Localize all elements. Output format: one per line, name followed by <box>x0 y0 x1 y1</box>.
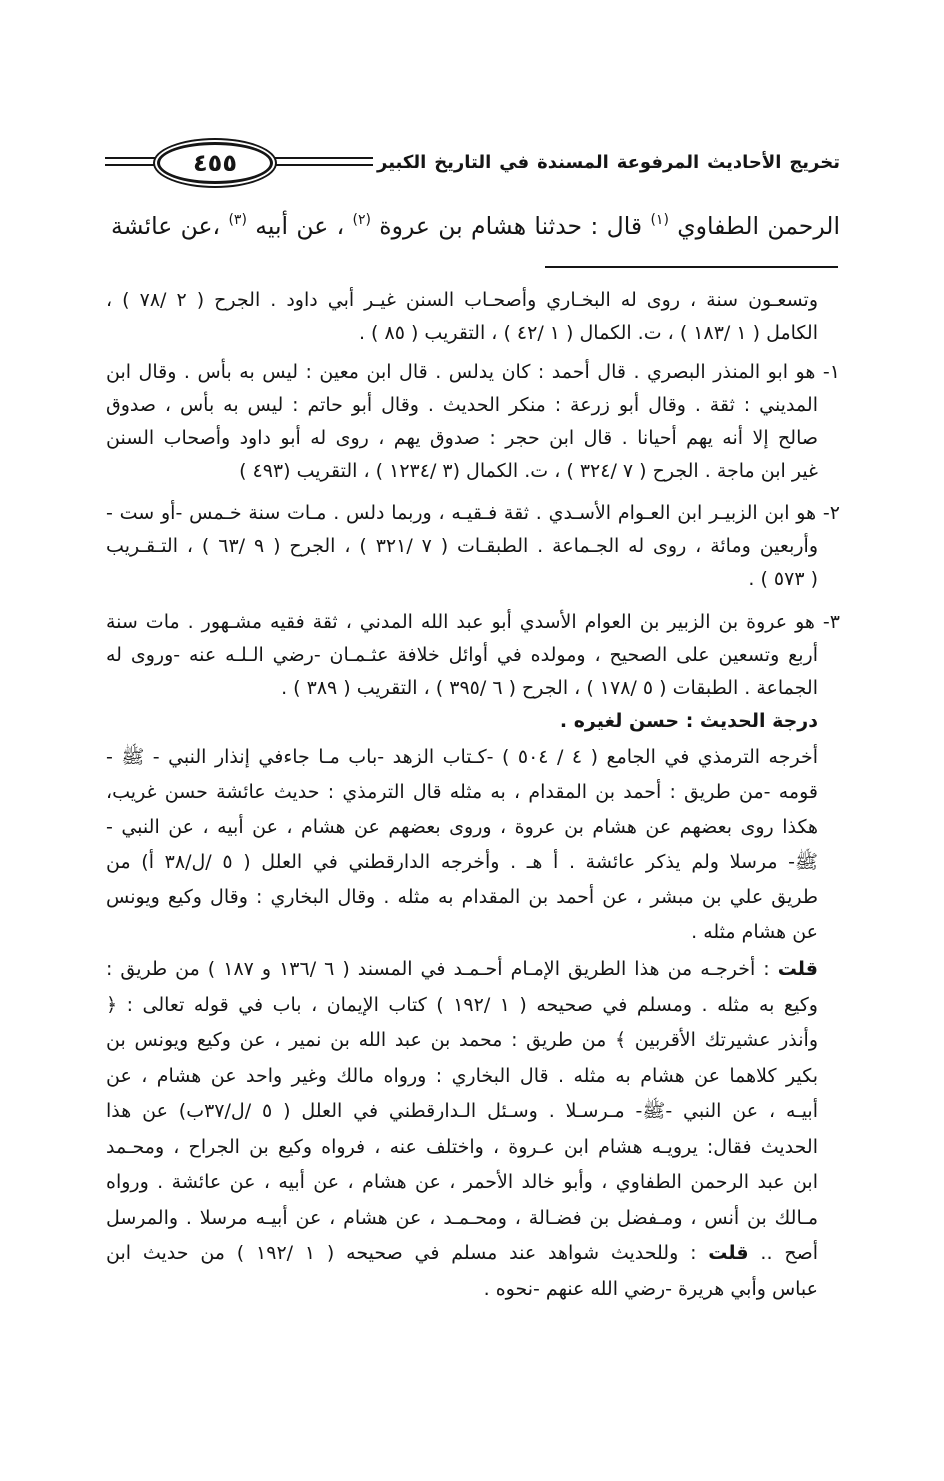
footnote-line <box>105 356 840 389</box>
footnote-line: المديني : ثقة . وقال أبو زرعة : منكر الحديث . وقال أبو حاتم : ليس به بأس ، صدوق <box>106 394 818 416</box>
footnote-line <box>105 497 840 530</box>
qultu-label: قلت <box>777 958 818 980</box>
footnote-number: ١- <box>822 361 840 383</box>
takhrij-text: : أخرجـه من هذا الطريق الإمـام أحـمـد في المسند ( ٦ /١٣٦ و ١٨٧ ) من طريق : <box>105 958 778 980</box>
takhrij-paragraph-1 <box>105 740 840 950</box>
takhrij-paragraph-2 <box>105 952 840 1307</box>
takhrij-line: أبيـه ، عن النبي -ﷺ- مـرسـلا . وسـئل الـدارقطني في العلل ( ٥ /ل/٣٧ب) عن هذا <box>105 1100 818 1122</box>
footnote-number: ٢- <box>822 502 840 524</box>
footnote-line: الكامل ( ١ /١٨٣ ) ، ت. الكمال ( ١ /٤٢ ) ، التقريب ( ٨٥ ) . <box>358 322 818 344</box>
footnote-text: هو ابن الزبيـر ابن العـوام الأسـدي . ثقة فـقيـه ، وربما دلس . مـات سنة خـمس -أو ست - <box>106 502 817 524</box>
takhrij-line: طريق علي بن مبشر ، عن أحمد بن المقدام به مثله . وقال البخاري : وقال وكيع ويونس <box>106 886 818 908</box>
footnote-line: غير ابن ماجة . الجرح ( ٧ /٣٢٤ ) ، ت. الكمال (٣ /١٢٣٤ ) ، التقريب (٤٩٣ ) <box>239 460 818 482</box>
takhrij-line <box>105 1236 840 1272</box>
main-text-segment: الرحمن الطفاوي <box>668 212 840 240</box>
takhrij-line: وكيع به مثله . ومسلم في صحيحه ( ١ /١٩٢ ) كتاب الإيمان ، باب في قوله تعالى : ﴿ <box>105 993 818 1016</box>
takhrij-line: أخرجه الترمذي في الجامع ( ٤ / ٥٠٤ ) -كـتاب الزهد -باب مـا جاءفي إنذار النبي - ﷺ - <box>105 746 818 768</box>
footnote-continuation <box>105 284 840 350</box>
footnote-line <box>105 606 840 639</box>
takhrij-line: الحديث فقال: يرويـه هشام ابن عـروة ، واختلف عنه ، فرواه وكيع بن الجراح ، ومحـمد <box>106 1135 818 1158</box>
main-text-segment: ،عن عائشة <box>111 212 229 240</box>
qultu-label: قلت <box>708 1242 749 1264</box>
takhrij-line: ﷺ- مرسلا ولم يذكر عائشة . أ هـ . وأخرجه الدارقطني في العلل ( ٥ /ل/٣٨ أ) من <box>106 851 818 873</box>
footnote-ref: (١) <box>650 212 669 228</box>
footnote-1 <box>105 356 840 488</box>
footnote-line: ( ٥٧٣ ) . <box>748 568 818 590</box>
main-text-segment: ، عن أبيه <box>246 212 353 240</box>
footnote-number: ٣- <box>822 611 840 633</box>
takhrij-line: مـالك بن أنس ، ومـفضل بن فضـالة ، ومحـمـد ، عن هشام ، عن أبيـه مرسلا . والمرسل <box>106 1206 818 1229</box>
takhrij-text: : وللحديث شواهد عند مسلم في صحيحه ( ١ /١٩٢ ) من حديث ابن <box>106 1242 709 1264</box>
takhrij-line <box>105 952 840 988</box>
footnote-2 <box>105 497 840 596</box>
takhrij-line: وأنذر عشيرتك الأقربين ﴾ من طريق : محمد بن عبد الله بن نمير ، عن وكيع ويونس بن <box>106 1029 818 1051</box>
footnote-line: الجماعة . الطبقات ( ٥ /١٧٨ ) ، الجرح ( ٦ /٣٩٥ ) ، التقريب ( ٣٨٩ ) . <box>281 677 818 699</box>
footnote-ref: (٣) <box>228 212 247 228</box>
main-text-segment: قال : حدثنا هشام بن عروة <box>370 212 651 240</box>
footnote-ref: (٢) <box>352 212 371 228</box>
footnote-line: وأربعين ومائة ، روى له الجـماعة . الطبقـات ( ٧ /٣٢١ ) ، الجرح ( ٩ /٦٣ ) ، التـقـريب <box>106 535 818 557</box>
takhrij-line: ابن عبد الرحمن الطفاوي ، وأبو خالد الأحمر ، عن هشام ، عن أبيه ، عن عائشة . ورواه <box>106 1171 818 1193</box>
main-text-line <box>110 205 840 247</box>
footnote-line: وتسعـون سنة ، روى له البخـاري وأصحـاب السنن غيـر أبي داود . الجرح ( ٢ /٧٨ ) ، <box>106 289 818 311</box>
footnote-line: صالح إلا أنه يهم أحيانا . قال ابن حجر : صدوق يهم ، روى له أبو داود وأصحاب السنن <box>106 427 818 449</box>
takhrij-line: عن هشام مثله . <box>691 921 818 943</box>
page-number: ٤٥٥ <box>157 142 273 184</box>
footnote-text: هو عروة بن الزبير بن العوام الأسدي أبو عبد الله المدني ، ثقة فقيه مشـهور . مات سنة <box>106 611 815 633</box>
footnote-line: أربع وتسعين على الصحيح ، ومولده في أوائل خلافة عثـمـان -رضي الـلـه عنه -وروى له <box>106 644 818 666</box>
takhrij-line: عباس وأبي هريرة -رضي الله عنهم -نحوه . <box>483 1277 818 1300</box>
takhrij-line: هكذا روى بعضهم عن هشام بن عروة ، وروى بعضهم عن هشام ، عن أبيه ، عن النبي - <box>106 816 818 838</box>
takhrij-text: أصح .. <box>748 1242 818 1264</box>
footnote-separator <box>545 266 838 268</box>
takhrij-line: قومه -من طريق : أحمد بن المقدام ، به مثله قال الترمذي : حديث عائشة حسن غريب، <box>106 781 818 803</box>
takhrij-line: بكير كلاهما عن هشام به مثله . قال البخاري : ورواه مالك وغير واحد عن هشام ، عن <box>106 1064 818 1087</box>
footnote-text: هو ابو المنذر البصري . قال أحمد : كان يدلس . قال ابن معين : ليس به بأس . وقال ابن <box>106 361 816 383</box>
hadith-grade: درجة الحديث : حسن لغيره . <box>559 710 818 732</box>
footnote-3 <box>105 606 840 738</box>
running-title: تخريج الأحاديث المرفوعة المسندة في التاريخ الكبير <box>377 152 840 173</box>
